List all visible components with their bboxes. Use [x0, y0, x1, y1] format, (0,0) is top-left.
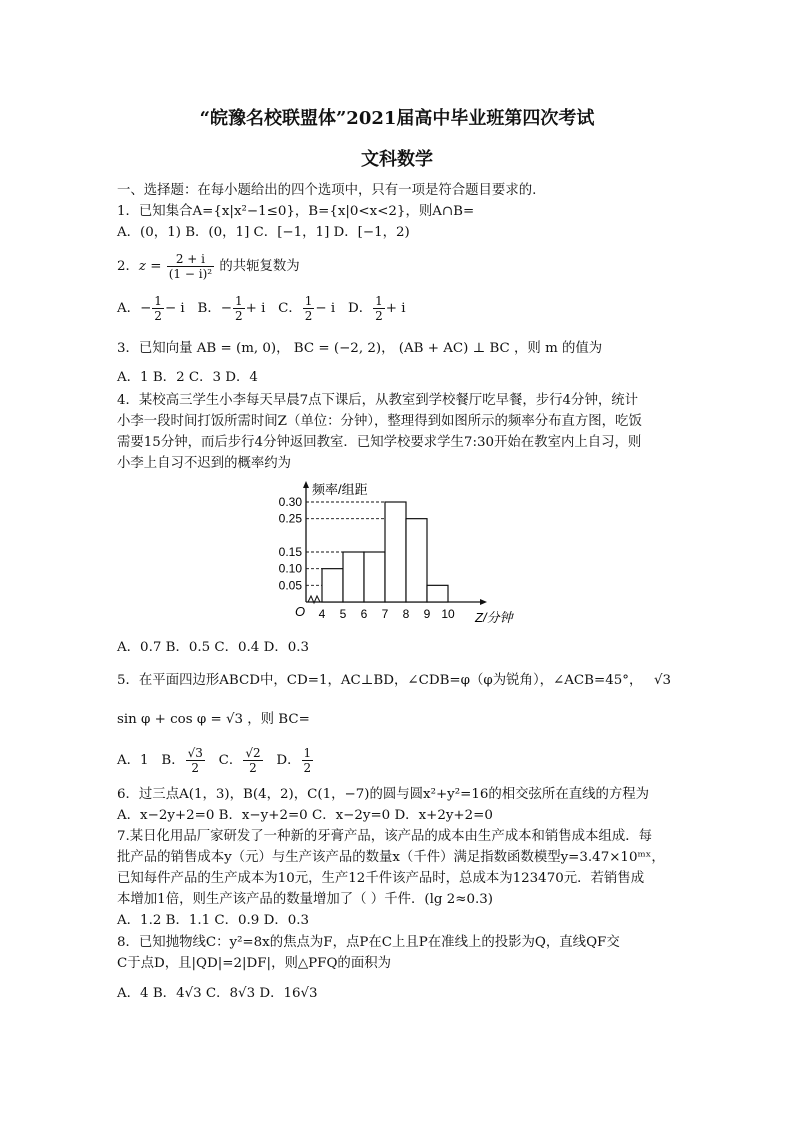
q7-line3: 已知每件产品的生产成本为10元，生产12千件该产品时，总成本为123470元．若销售成: [117, 871, 645, 886]
y-tick-label: 0.25: [278, 511, 302, 526]
q4-line2: 小李一段时间打饭所需时间Z（单位：分钟），整理得到如图所示的频率分布直方图，吃饭: [117, 414, 642, 429]
q8-options: A．4 B．4√3 C．8√3 D．16√3: [117, 986, 318, 1001]
q7-line2: 批产品的销售成本y（元）与生产该产品的数量x（千件）满足指数函数模型y=3.47×10ᵐˣ，: [117, 850, 665, 865]
q1-options: A．(0，1) B．(0，1] C．[−1，1] D．[−1，2): [117, 225, 410, 240]
x-axis-label: Z/分钟: [475, 610, 513, 625]
q4-line1: 4．某校高三学生小李每天早晨7点下课后，从教室到学校餐厅吃早餐，步行4分钟，统计: [117, 393, 639, 408]
q7-options: A．1.2 B．1.1 C．0.9 D．0.3: [117, 913, 310, 928]
q2-fraction: $\frac{2 + i}{\text{(1 − i)²}}$: [168, 252, 213, 281]
q3-stem: 3．已知向量 AB = (m, 0)， BC = (−2, 2)， (AB + AC) ⊥ BC ，则 m 的值为: [117, 341, 603, 356]
q4-line4: 小李上自习不迟到的概率约为: [117, 456, 292, 471]
subject-title: 文科数学: [361, 149, 433, 170]
q8-line1: 8．已知抛物线C：y²=8x的焦点为F，点P在C上且P在准线上的投影为Q，直线QF交: [117, 935, 620, 950]
q6-stem: 6．过三点A(1，3)，B(4，2)，C(1，−7)的圆与圆x²+y²=16的相交弦所在直线的方程为: [117, 787, 650, 802]
q5-line2: sin φ + cos φ = √3 ，则 BC=: [117, 712, 310, 727]
x-tick-label: 7: [381, 607, 389, 621]
q6-options: A．x−2y+2=0 B．x−y+2=0 C．x−2y=0 D．x+2y+2=0: [117, 808, 493, 823]
x-tick-label: 6: [360, 607, 368, 621]
y-tick-label: 0.30: [278, 495, 302, 509]
histogram-bar: [406, 519, 427, 602]
x-tick-label: 9: [423, 607, 431, 621]
q5-options: A．1 B． $\frac{√3}{2}$ C． $\frac{√2}{2}$ D． $\frac{1}{2}$: [117, 746, 312, 775]
histogram-bar: [427, 585, 448, 602]
x-tick-label: 4: [318, 607, 326, 621]
x-tick-label: 8: [402, 607, 410, 621]
q1-stem: 1．已知集合A={x|x²−1≤0}，B={x|0<x<2}，则A∩B=: [117, 204, 475, 219]
q7-line4: 本增加1倍，则生产该产品的数量增加了（ ）千件．(lg 2≈0.3): [117, 892, 493, 907]
histogram-bar: [364, 552, 385, 602]
y-tick-label: 0.15: [278, 545, 302, 559]
frequency-histogram: [268, 478, 530, 630]
q3-options: A．1 B．2 C．3 D．4: [117, 370, 258, 385]
section-heading: 一、选择题：在每小题给出的四个选项中，只有一项是符合题目要求的.: [117, 183, 537, 198]
q4-line3: 需要15分钟，而后步行4分钟返回教室．已知学校要求学生7:30开始在教室内上自习，则: [117, 435, 642, 450]
histogram-bar: [322, 569, 343, 602]
x-tick-label: 10: [441, 607, 455, 621]
y-tick-label: 0.10: [278, 561, 302, 576]
origin-label: O: [295, 604, 306, 619]
q4-options: A．0.7 B．0.5 C．0.4 D．0.3: [117, 640, 310, 655]
q2-options: A．− $\frac{1}{2}$ − i B．− $\frac{1}{2}$ + i C． $\frac{1}{2}$ − i D． $\frac{1}{2}$ + i: [117, 294, 406, 323]
q7-line1: 7.某日化用品厂家研发了一种新的牙膏产品，该产品的成本由生产成本和销售成本组成．每: [117, 829, 653, 844]
q5-sqrt-tail: √3: [654, 673, 672, 688]
q2-stem: 2．z = $\frac{2 + i}{\text{(1 − i)²}}$ 的共轭复数为: [117, 252, 300, 281]
q8-line2: C于点D，且|QD|=2|DF|，则△PFQ的面积为: [117, 956, 391, 971]
y-tick-label: 0.05: [278, 578, 302, 593]
histogram-bar: [385, 502, 406, 602]
y-axis-label: 频率/组距: [312, 482, 368, 497]
x-axis-arrow: [480, 599, 487, 605]
exam-title: “皖豫名校联盟体”2021届高中毕业班第四次考试: [199, 108, 595, 129]
q5-line1: 5．在平面四边形ABCD中，CD=1，AC⊥BD，∠CDB=φ（φ为锐角），∠ACB=45°，: [117, 673, 643, 688]
histogram-bar: [343, 552, 364, 602]
y-axis-arrow: [303, 481, 309, 488]
x-tick-label: 5: [339, 607, 347, 621]
